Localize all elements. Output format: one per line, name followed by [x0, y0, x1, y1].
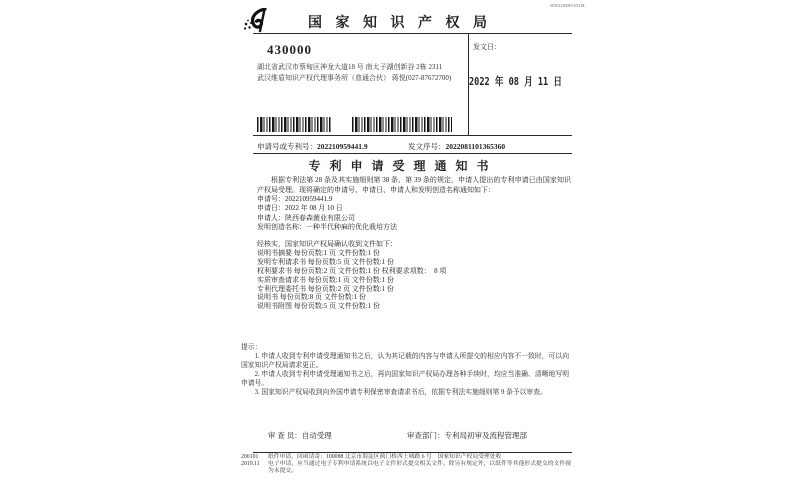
note-item: 2. 申请人收到专利申请受理通知书之后，再向国家知识产权局办理各种手续时，均应当准确、清晰地写明申请号。	[241, 371, 569, 387]
footer-row-code: 2019.11	[241, 461, 260, 468]
footer-row	[241, 461, 571, 475]
examiner-label: 审 查 员：	[268, 431, 302, 440]
review-department-label: 审查部门：	[407, 431, 445, 440]
dispatch-serial-value: 2022081101365360	[445, 142, 506, 151]
dispatch-date-label: 发文日：	[473, 43, 501, 51]
dispatch-serial-label: 发文序号：	[408, 142, 446, 151]
application-number-row	[257, 141, 368, 152]
application-number-value: 202210959441.9	[317, 142, 368, 151]
intro-paragraph: 根据专利法第 28 条及其实施细则第 38 条、第 39 条的规定，申请人提出的专利申请已由国家知识产权局受理。现将确定的申请号、申请日、申请人和发明创造名称通知如下：	[257, 176, 571, 194]
document-item: 实质审查请求书 每份页数:1 页 文件份数:1 份	[257, 275, 394, 284]
meta-bottom-rule	[253, 153, 572, 154]
note-item: 3. 国家知识产权局收到向外国申请专利保密审查请求书后，依据专利法实施细则第 9 条予以审查。	[254, 389, 547, 396]
notes-label: 提示：	[241, 344, 262, 351]
review-department-value: 专利局初审及流程管理部	[444, 431, 527, 440]
document-item: 说明书附图 每份页数:5 页 文件份数:1 份	[257, 302, 380, 311]
dispatch-serial-row	[408, 141, 505, 152]
reference-code: WD2208091010L	[550, 4, 587, 9]
document-item: 说明书 每份页数:8 页 文件份数:1 份	[257, 293, 366, 302]
application-number-label: 申请号或专利号：	[257, 142, 317, 151]
examiner-value: 自动受理	[301, 431, 332, 440]
examiner-row	[268, 430, 332, 441]
postal-code: 430000	[267, 42, 312, 57]
barcode	[352, 117, 452, 132]
footer-row-code: 200101	[241, 454, 259, 460]
notice-title: 专 利 申 请 受 理 通 知 书	[308, 159, 492, 173]
document-item: 说明书摘要 每份页数:1 页 文件份数:1 份	[257, 248, 380, 257]
note-item: 1. 申请人收到专利申请受理通知书之后，认为其记载的内容与申请人所提交的相应内容不一致时，可以向国家知识产权局请求更正。	[241, 353, 569, 369]
dispatch-date-value: 2022 年 08 月 11 日	[469, 75, 562, 88]
addressee-agency: 武汉维盾知识产权代理事务所（普通合伙） 蒋悦(027-87672700)	[257, 74, 452, 82]
letterhead-bottom-rule	[253, 135, 572, 136]
header-rule	[253, 33, 572, 34]
received-documents-list	[257, 240, 446, 311]
received-documents-intro: 经核实，国家知识产权局确认收到文件如下：	[257, 240, 397, 248]
review-department-row	[407, 430, 527, 441]
document-item: 权利要求书 每份页数:2 页 文件份数:1 份 权利要求项数： 8 项	[257, 266, 447, 275]
footer-row-text: 纸件申请，回函请寄：100088 北京市海淀区蓟门桥西土城路 6 号 国家知识产权局受理处收	[268, 454, 502, 460]
notes-section	[241, 343, 569, 397]
cnipa-logo-icon	[241, 8, 273, 33]
footer-row-text: 电子申请，应当通过电子专利申请系统以电子文件形式提交相关文件。除另有规定外，以纸件等其他形式提交的文件视为未提交。	[268, 461, 571, 475]
document-item: 发明专利请求书 每份页数:5 页 文件份数:1 份	[257, 257, 394, 266]
document-item: 专利代理委托书 每份页数:2 页 文件份数:1 份	[257, 284, 394, 293]
footer-rule	[253, 452, 572, 453]
field-invention-title: 发明创造名称：一种半代种麻的优化栽培方法	[257, 222, 397, 231]
field-application-number: 申请号：202210959441.9	[257, 195, 333, 203]
addressee-address: 湖北省武汉市蔡甸区神龙大道18 号 南太子湖创新谷 2栋 2311	[257, 63, 443, 71]
agency-title: 国 家 知 识 产 权 局	[308, 16, 492, 31]
footer-notes	[241, 454, 571, 476]
application-fields	[257, 195, 397, 232]
field-applicant: 申请人：陕西春森菌业有限公司	[257, 213, 355, 222]
barcode	[257, 117, 331, 132]
field-filing-date: 申请日：2022 年 08 月 10 日	[257, 204, 343, 213]
